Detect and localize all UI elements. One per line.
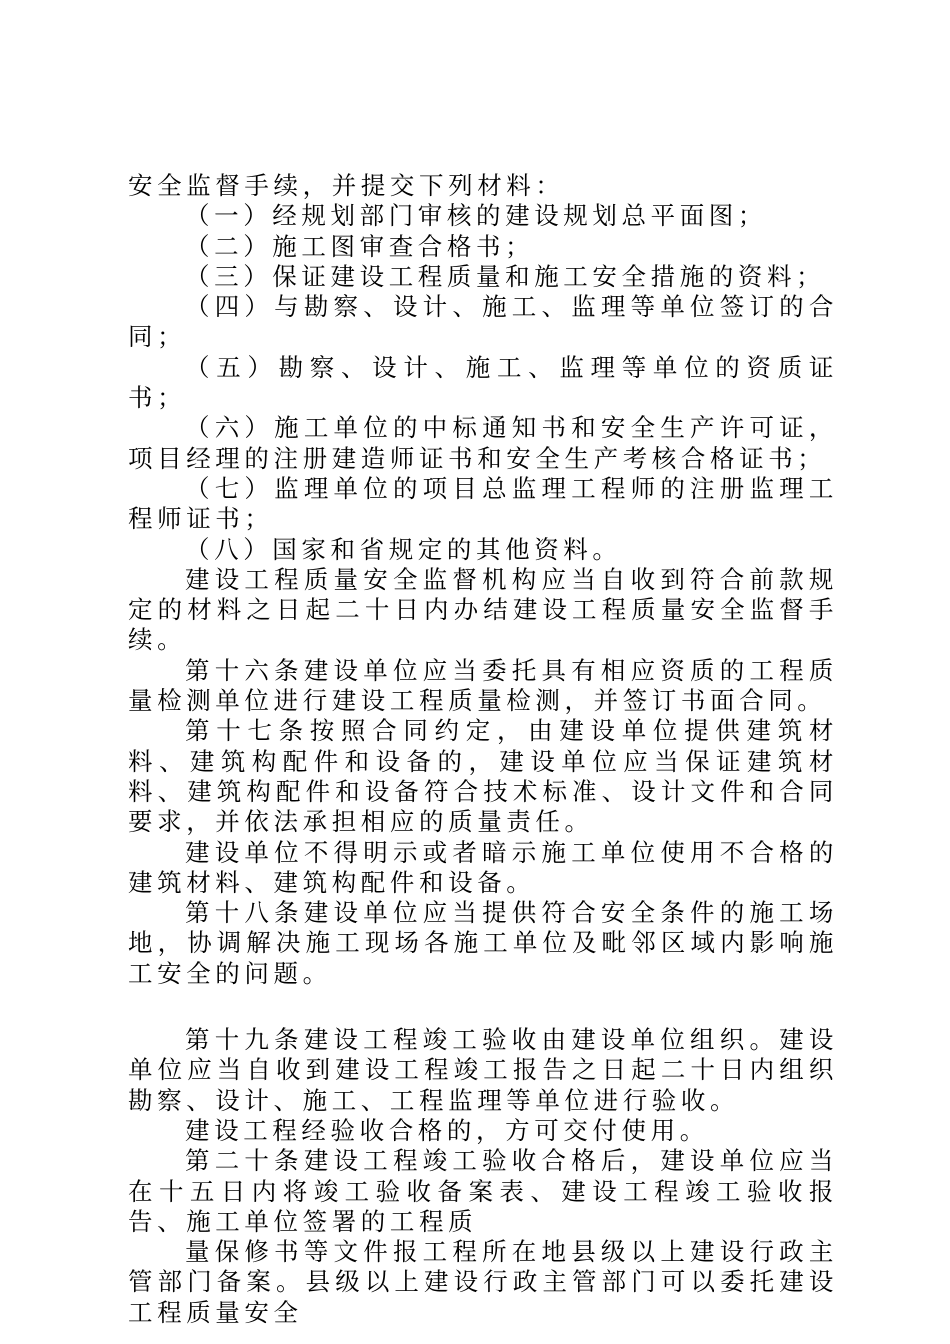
list-item-6: （六）施工单位的中标通知书和安全生产许可证，项目经理的注册建造师证书和安全生产考核合格证书；	[128, 413, 838, 473]
article-20: 第二十条建设工程竣工验收合格后，建设单位应当在十五日内将竣工验收备案表、建设工程竣工验收报告、施工单位签署的工程质	[128, 1146, 838, 1236]
article-16: 第十六条建设单位应当委托具有相应资质的工程质量检测单位进行建设工程质量检测，并签订书面合同。	[128, 655, 838, 716]
paragraph-continuation: 安全监督手续，并提交下列材料：	[128, 171, 565, 200]
list-item-3: （三）保证建设工程质量和施工安全措施的资料；	[185, 261, 826, 291]
article-20-continued: 量保修书等文件报工程所在地县级以上建设行政主管部门备案。县级以上建设行政主管部门可以委托建设工程质量安全	[128, 1237, 838, 1327]
article-19: 第十九条建设工程竣工验收由建设单位组织。建设单位应当自收到建设工程竣工报告之日起二十日内组织勘察、设计、施工、工程监理等单位进行验收。	[128, 1025, 838, 1115]
paragraph-gap	[128, 989, 838, 1025]
list-item-1: （一）经规划部门审核的建设规划总平面图；	[185, 201, 767, 231]
paragraph-materials-prohibition: 建设单位不得明示或者暗示施工单位使用不合格的建筑材料、建筑构配件和设备。	[128, 837, 838, 897]
list-item-4: （四）与勘察、设计、施工、监理等单位签订的合同；	[128, 292, 838, 352]
article-17: 第十七条按照合同约定，由建设单位提供建筑材料、建筑构配件和设备的，建设单位应当保证建筑材料、建筑构配件和设备符合技术标准、设计文件和合同要求，并依法承担相应的质量责任。	[128, 716, 838, 837]
list-item-5: （五）勘察、设计、施工、监理等单位的资质证书；	[128, 352, 838, 413]
article-18: 第十八条建设单位应当提供符合安全条件的施工场地，协调解决施工现场各施工单位及毗邻区域内影响施工安全的问题。	[128, 898, 838, 988]
paragraph-acceptance: 建设工程经验收合格的，方可交付使用。	[185, 1115, 709, 1145]
document-body	[128, 171, 838, 1328]
list-item-2: （二）施工图审查合格书；	[185, 231, 535, 261]
list-item-8: （八）国家和省规定的其他资料。	[185, 534, 622, 564]
paragraph-supervision-deadline: 建设工程质量安全监督机构应当自收到符合前款规定的材料之日起二十日内办结建设工程质量安全监督手续。	[128, 564, 838, 655]
list-item-7: （七）监理单位的项目总监理工程师的注册监理工程师证书；	[128, 473, 838, 534]
